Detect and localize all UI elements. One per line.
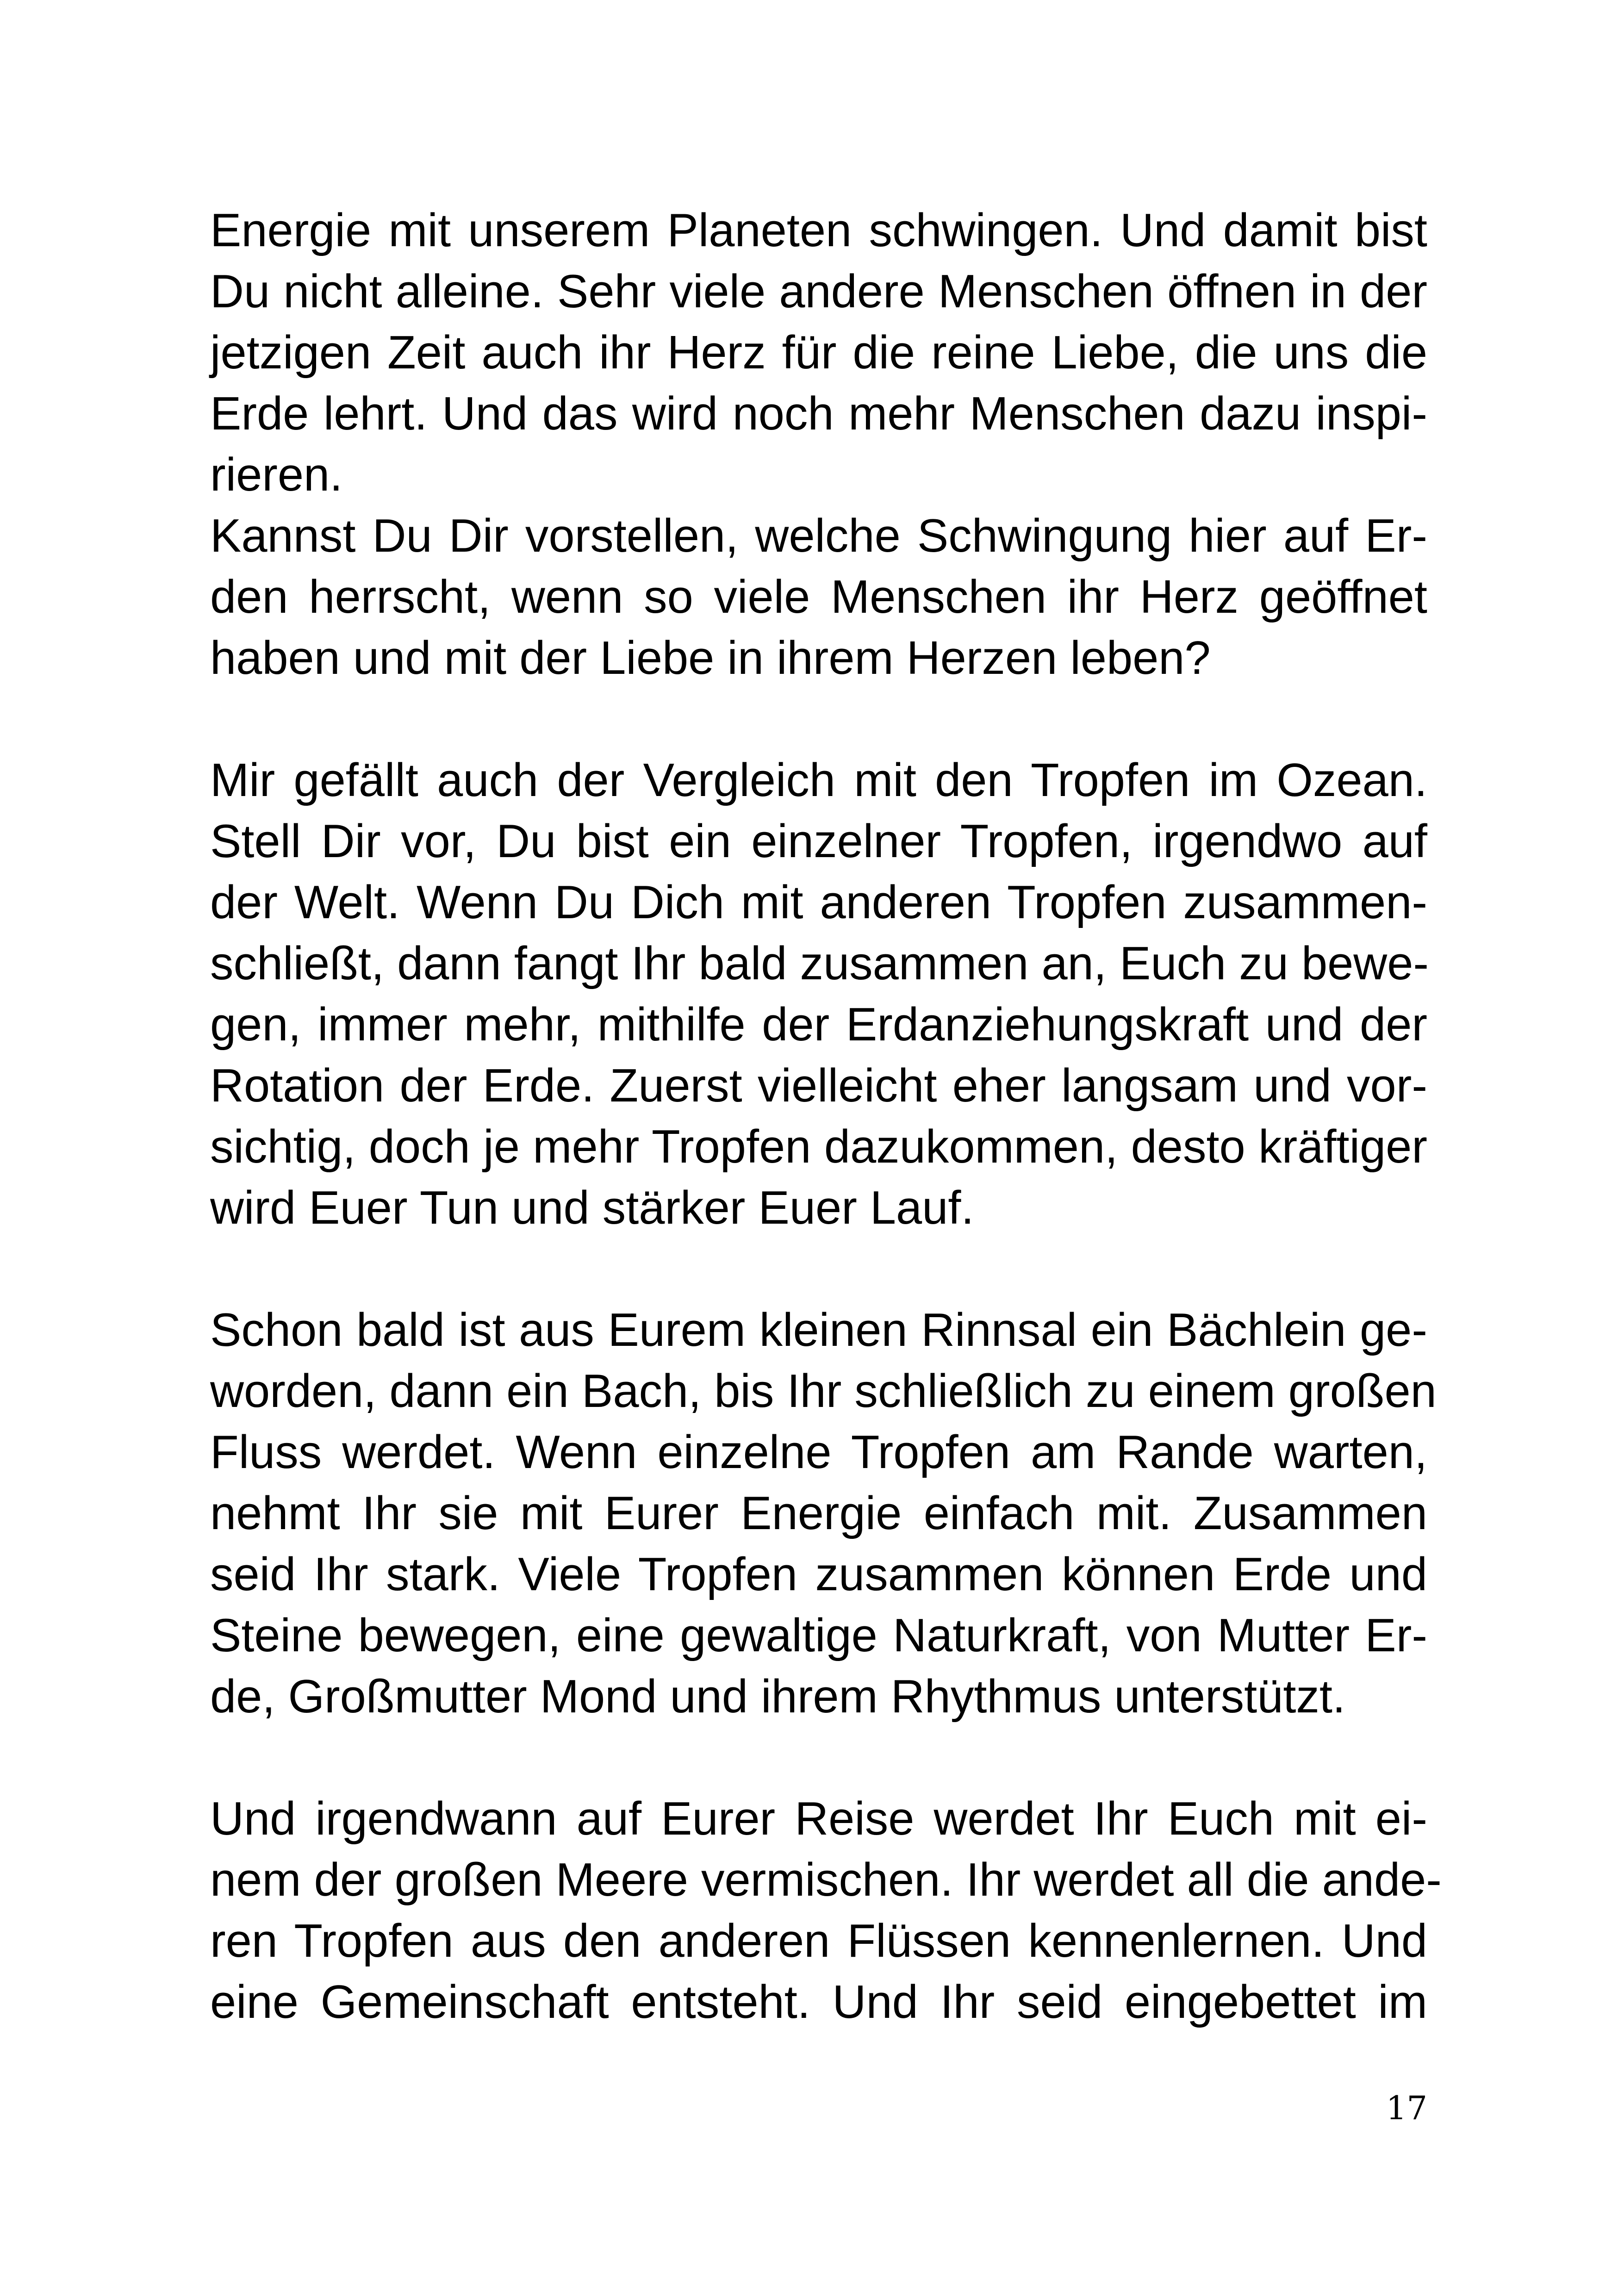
text-line: Schon bald ist aus Eurem kleinen Rinnsal ein Bächlein ge- <box>210 1304 1427 1356</box>
text-line: nem der großen Meere vermischen. Ihr werdet all die ande- <box>210 1854 1442 1906</box>
text-line: eine Gemeinschaft entsteht. Und Ihr seid eingebettet im <box>210 1976 1427 2028</box>
paragraph-5 <box>210 1788 1442 2033</box>
text-line: jetzigen Zeit auch ihr Herz für die reine Liebe, die uns die <box>210 327 1427 379</box>
text-line: Steine bewegen, eine gewaltige Naturkraft, von Mutter Er- <box>210 1610 1427 1661</box>
text-line: gen, immer mehr, mithilfe der Erdanziehungskraft und der <box>210 999 1427 1051</box>
page-number: 17 <box>1386 2089 1427 2127</box>
text-line: Fluss werdet. Wenn einzelne Tropfen am Rande warten, <box>210 1426 1427 1478</box>
text-line: worden, dann ein Bach, bis Ihr schließlich zu einem großen <box>210 1365 1437 1417</box>
text-line: Erde lehrt. Und das wird noch mehr Menschen dazu inspi- <box>210 388 1427 440</box>
text-line: der Welt. Wenn Du Dich mit anderen Tropfen zusammen- <box>210 877 1427 928</box>
text-line: Du nicht alleine. Sehr viele andere Menschen öffnen in der <box>210 266 1427 317</box>
text-line: Mir gefällt auch der Vergleich mit den Tropfen im Ozean. <box>210 754 1427 806</box>
text-line: Und irgendwann auf Eurer Reise werdet Ihr Euch mit ei- <box>210 1793 1427 1845</box>
paragraph-1 <box>210 200 1427 505</box>
text-line: Kannst Du Dir vorstellen, welche Schwingung hier auf Er- <box>210 510 1427 562</box>
text-line: nehmt Ihr sie mit Eurer Energie einfach mit. Zusammen <box>210 1487 1427 1539</box>
text-line: rieren. <box>210 449 343 501</box>
text-line: sichtig, doch je mehr Tropfen dazukommen, desto kräftiger <box>210 1121 1427 1173</box>
text-line: ren Tropfen aus den anderen Flüssen kennenlernen. Und <box>210 1915 1427 1967</box>
paragraph-gap <box>210 689 1427 750</box>
paragraph-2 <box>210 505 1427 689</box>
paragraph-4 <box>210 1300 1437 1727</box>
text-line: Energie mit unserem Planeten schwingen. Und damit bist <box>210 205 1427 256</box>
paragraph-gap <box>210 1727 1427 1788</box>
text-line: wird Euer Tun und stärker Euer Lauf. <box>210 1182 974 1234</box>
text-line: schließt, dann fangt Ihr bald zusammen an, Euch zu bewe- <box>210 938 1429 989</box>
text-line: de, Großmutter Mond und ihrem Rhythmus unterstützt. <box>210 1671 1346 1723</box>
text-line: den herrscht, wenn so viele Menschen ihr Herz geöffnet <box>210 571 1427 623</box>
paragraph-gap <box>210 1238 1427 1300</box>
body-text <box>210 200 1442 2033</box>
text-line: Stell Dir vor, Du bist ein einzelner Tropfen, irgendwo auf <box>210 815 1427 867</box>
text-line: haben und mit der Liebe in ihrem Herzen leben? <box>210 632 1211 684</box>
text-line: seid Ihr stark. Viele Tropfen zusammen können Erde und <box>210 1549 1427 1600</box>
paragraph-3 <box>210 750 1427 1238</box>
text-line: Rotation der Erde. Zuerst vielleicht eher langsam und vor- <box>210 1060 1427 1112</box>
